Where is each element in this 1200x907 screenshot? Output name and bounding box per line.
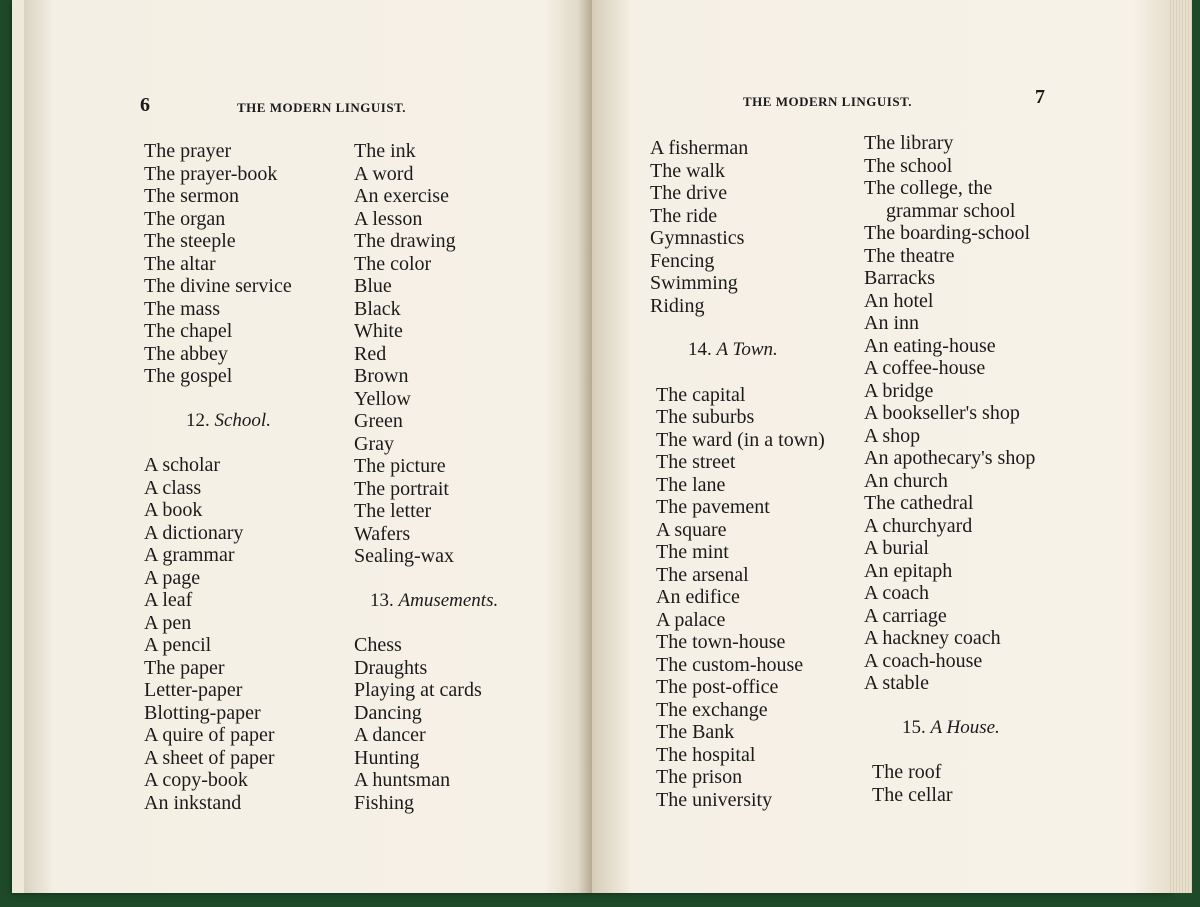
list-item: The ink (354, 140, 416, 162)
list-item: White (354, 320, 403, 342)
list-item: A burial (864, 537, 929, 559)
list-item: The altar (144, 252, 216, 275)
list-item: The Bank (656, 721, 735, 743)
list-item: A lesson (354, 207, 423, 230)
list-item: The lane (656, 473, 726, 496)
word-list (864, 222, 1072, 695)
running-head: THE MODERN LINGUIST. (743, 94, 913, 109)
list-item: The prayer-book (144, 162, 278, 185)
list-item: A pencil (144, 634, 212, 656)
list-item: A huntsman (354, 769, 451, 791)
list-item: The portrait (354, 477, 449, 500)
list-item: An apothecary's shop (864, 447, 1036, 469)
list-item: The suburbs (656, 406, 755, 428)
list-item: The street (656, 451, 736, 473)
list-item: The prison (656, 766, 743, 788)
list-item: The prayer (144, 140, 232, 162)
list-item: The town-house (656, 631, 786, 653)
list-item: Sealing-wax (354, 545, 454, 567)
list-item: A churchyard (864, 514, 973, 537)
list-item: A coach-house (864, 649, 983, 672)
list-item: The color (354, 252, 432, 275)
list-item: An church (864, 469, 948, 492)
list-item: The cellar (872, 783, 953, 806)
list-item: Fishing (354, 791, 415, 814)
list-item: Draughts (354, 656, 428, 679)
word-list (864, 761, 1072, 806)
list-item: The steeple (144, 230, 236, 252)
list-item: The pavement (656, 496, 770, 518)
list-item: A leaf (144, 589, 193, 611)
list-item: The organ (144, 207, 226, 230)
list-item: The drawing (354, 230, 456, 252)
list-item: An exercise (354, 185, 449, 207)
list-item: The mass (144, 297, 221, 320)
list-item: Fencing (650, 249, 715, 272)
list-item: A book (144, 499, 203, 521)
word-list (650, 384, 860, 812)
section-number: 13. (370, 589, 394, 611)
list-item (864, 177, 1052, 200)
list-item: The drive (650, 182, 728, 204)
list-item: Gymnastics (650, 227, 745, 249)
left-page (24, 0, 592, 893)
list-item: A pen (144, 611, 192, 634)
list-item: A coach (864, 582, 929, 604)
list-item: A coffee-house (864, 357, 986, 379)
list-item: An hotel (864, 289, 934, 312)
list-item: An inkstand (144, 791, 242, 814)
list-item: The paper (144, 656, 225, 679)
list-item: The capital (656, 383, 746, 406)
page-number: 7 (1035, 86, 1045, 108)
list-item: Hunting (354, 746, 420, 769)
word-list (354, 634, 574, 814)
list-item: The walk (650, 159, 725, 182)
list-item: Letter-paper (144, 679, 243, 701)
list-item: The theatre (864, 244, 955, 267)
list-item: A palace (656, 608, 726, 631)
list-item: A dictionary (144, 521, 244, 544)
section-heading-school (144, 410, 344, 433)
right-column-1 (650, 137, 860, 811)
list-item: A bridge (864, 379, 934, 402)
list-item: The boarding-school (864, 222, 1031, 244)
list-item: A sheet of paper (144, 746, 275, 769)
section-heading-town (650, 339, 860, 362)
list-item: A carriage (864, 604, 947, 627)
list-item: The abbey (144, 342, 228, 365)
word-entry: The college, the (864, 177, 993, 199)
list-item: grammar school (886, 199, 1016, 222)
page-edges (1168, 0, 1192, 893)
list-item: Wafers (354, 522, 411, 545)
section-title: A Town. (716, 339, 778, 360)
list-item: Swimming (650, 272, 738, 294)
word-list (144, 140, 344, 388)
list-item: The chapel (144, 320, 233, 342)
list-item: The ride (650, 204, 718, 227)
list-item: The picture (354, 455, 446, 477)
list-item: A dancer (354, 724, 426, 746)
open-book (12, 0, 1172, 893)
list-item: Red (354, 342, 387, 365)
list-item: A page (144, 566, 201, 589)
page-number: 6 (140, 94, 150, 116)
list-item: The library (864, 132, 954, 154)
list-item: Chess (354, 634, 402, 656)
list-item: The divine service (144, 275, 292, 297)
list-item: Green (354, 410, 403, 432)
list-item: The university (656, 788, 773, 811)
right-page (592, 0, 1172, 893)
list-item: The ward (in a town) (656, 428, 825, 451)
section-number: 15. (902, 716, 926, 738)
list-item: The arsenal (656, 563, 749, 586)
list-item: A copy-book (144, 769, 248, 791)
list-item: A grammar (144, 544, 235, 566)
list-item: The sermon (144, 185, 239, 207)
list-item: An eating-house (864, 334, 996, 357)
list-item: The gospel (144, 365, 233, 387)
list-item: The cathedral (864, 492, 974, 514)
list-item: A fisherman (650, 137, 749, 159)
list-item: The hospital (656, 743, 756, 766)
list-item: A word (354, 162, 414, 185)
word-list (144, 454, 344, 814)
list-item: A stable (864, 672, 929, 694)
list-item: A bookseller's shop (864, 402, 1020, 424)
section-heading-amusements (354, 590, 574, 613)
list-item: Dancing (354, 701, 422, 724)
list-item: A hackney coach (864, 627, 1001, 649)
list-item: A square (656, 518, 727, 541)
list-item: Yellow (354, 387, 411, 410)
list-item: Blue (354, 275, 392, 297)
right-column-2 (864, 132, 1072, 806)
section-title: School. (214, 409, 271, 431)
list-item: Barracks (864, 267, 936, 289)
list-item: An epitaph (864, 559, 953, 582)
list-item: A quire of paper (144, 724, 275, 746)
word-list (354, 140, 574, 568)
list-item: The post-office (656, 676, 779, 698)
list-item: An edifice (656, 586, 740, 608)
list-item: Riding (650, 294, 705, 317)
list-item: Blotting-paper (144, 701, 261, 724)
section-title: A House. (930, 716, 1000, 738)
word-list (650, 137, 860, 317)
list-item: The letter (354, 500, 432, 522)
list-item: A scholar (144, 454, 221, 476)
section-number: 14. (688, 339, 712, 360)
list-item: Playing at cards (354, 679, 482, 701)
list-item: The roof (872, 761, 942, 783)
left-column-1 (144, 140, 344, 814)
list-item: The mint (656, 541, 729, 563)
list-item: A shop (864, 424, 921, 447)
list-item: An inn (864, 312, 919, 334)
list-item: Brown (354, 365, 409, 387)
list-item: The custom-house (656, 653, 804, 676)
word-list (864, 132, 1072, 177)
section-number: 12. (186, 409, 210, 431)
list-item: Gray (354, 432, 394, 455)
list-item: A class (144, 476, 202, 499)
list-item: The exchange (656, 698, 768, 721)
section-title: Amusements. (398, 589, 499, 611)
left-column-2 (354, 140, 574, 814)
list-item: The school (864, 154, 953, 177)
running-head: THE MODERN LINGUIST. (237, 100, 407, 115)
list-item: Black (354, 297, 401, 320)
section-heading-house (864, 717, 1072, 740)
